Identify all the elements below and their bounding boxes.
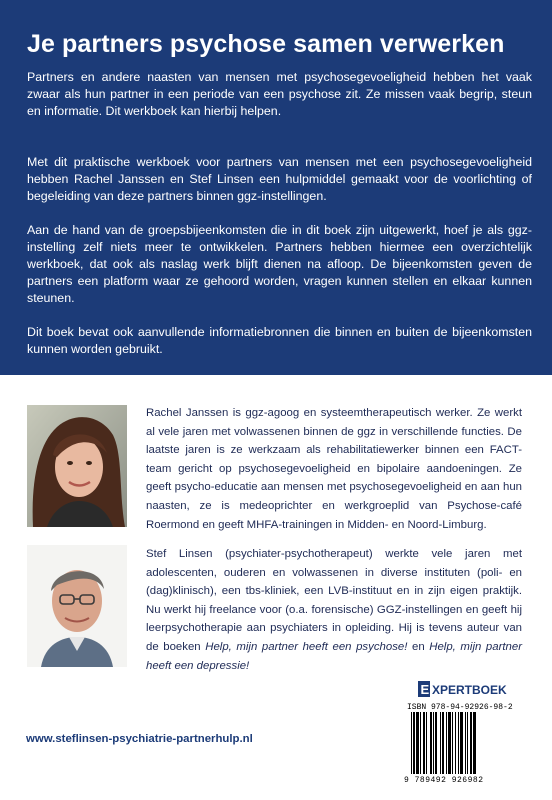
barcode-bar (411, 712, 412, 774)
rachel-janssen-bio: Rachel Janssen is ggz-agoog en systeemtherapeutisch werker. Ze werkt al vele jaren met volwassenen binnen de ggz in verschillende functies. De laatste jaren is ze werkzaam als rehabilitatiewerker binnen een FACT-team gericht op psychosegevoeligheid en bipolaire aandoeningen. Ze geeft psycho-educatie aan mensen met psychosegevoeligheid en aan hun naasten, ze is medeoprichter en werkgroeplid van Psychose-café Roermond en geeft MHFA-trainingen in Midden- en Noord-Limburg. (146, 407, 522, 531)
logo-letter-e: E (420, 682, 430, 697)
intro-paragraph-4: Dit boek bevat ook aanvullende informatiebronnen die binnen en buiten de bijeenkomsten kunnen worden gebruikt. (27, 325, 532, 356)
barcode-bar (458, 712, 459, 774)
isbn-barcode (410, 712, 502, 774)
barcode-bar (423, 712, 425, 774)
logo-text: XPERTBOEK (432, 683, 507, 697)
barcode-bar (435, 712, 437, 774)
barcode-bar (433, 712, 434, 774)
book-title: Je partners psychose samen verwerken (27, 30, 505, 58)
barcode-bar (470, 712, 472, 774)
barcode-bar (426, 712, 427, 774)
description-panel (0, 0, 552, 375)
barcode-digits: 9 789492 926982 (404, 776, 484, 785)
barcode-bar (420, 712, 421, 774)
website-url[interactable]: www.steflinsen-psychiatrie-partnerhulp.nl (26, 733, 253, 745)
book-title-depressie: Help, mijn partner heeft een depressie! (146, 640, 523, 672)
barcode-bar (430, 712, 432, 774)
barcode-bar (448, 712, 451, 774)
barcode-bar (467, 712, 468, 774)
book-title-psychose: Help, mijn partner heeft een psychose! (205, 640, 408, 653)
barcode-bar (460, 712, 463, 774)
barcode-bar (440, 712, 441, 774)
stef-bio-text: Stef Linsen (psychiater-psychotherapeut) werkte vele jaren met adolescenten, ouderen en volwassenen in diverse instituten (poli- en (dag)klinisch), een tbs-kliniek, een LVB-instituut en in zijn eigen praktijk. Nu werkt hij freelance voor (o.a. forensische) GGZ-instellingen en geeft hij leerpsychotherapie aan psychiaters in opleiding. Hij is tevens auteur van de boeken (146, 548, 522, 653)
rachel-janssen-photo (27, 405, 127, 527)
barcode-bar (452, 712, 453, 774)
barcode-bar (455, 712, 456, 774)
stef-bio-conjunction: en (407, 640, 430, 653)
barcode-bar (473, 712, 476, 774)
stef-linsen-bio (146, 545, 522, 675)
barcode-bar (465, 712, 466, 774)
expertboek-logo (418, 680, 514, 698)
barcode-bar (442, 712, 444, 774)
stef-linsen-photo (27, 545, 127, 667)
barcode-bar (446, 712, 447, 774)
barcode-bar (413, 712, 415, 774)
barcode-bar (416, 712, 419, 774)
intro-paragraph-3: Aan de hand van de groepsbijeenkomsten die in dit boek zijn uitgewerkt, hoef je als ggz-instelling zelf niets meer te ontwikkelen. Partners hebben hiermee een overzichtelijk werkboek, dat ook als naslag werk blijft dienen na afloop. De bijeenkomsten geven de partners een platform waar ze gehoord worden, vragen kunnen stellen en elkaar kunnen steunen. (27, 223, 532, 305)
isbn-label: ISBN 978-94-92926-98-2 (407, 703, 513, 712)
intro-paragraph-2: Met dit praktische werkboek voor partners van mensen met een psychosegevoeligheid hebben Rachel Janssen en Stef Linsen een hulpmiddel gemaakt voor de voorlichting of begeleiding van deze partners binnen ggz-instellingen. (27, 155, 532, 203)
intro-paragraph-1: Partners en andere naasten van mensen met psychosegevoeligheid hebben het vaak zwaar als hun partner in een periode van een psychose zit. Ze missen vaak begrip, steun en informatie. Dit werkboek kan hierbij helpen. (27, 70, 532, 118)
